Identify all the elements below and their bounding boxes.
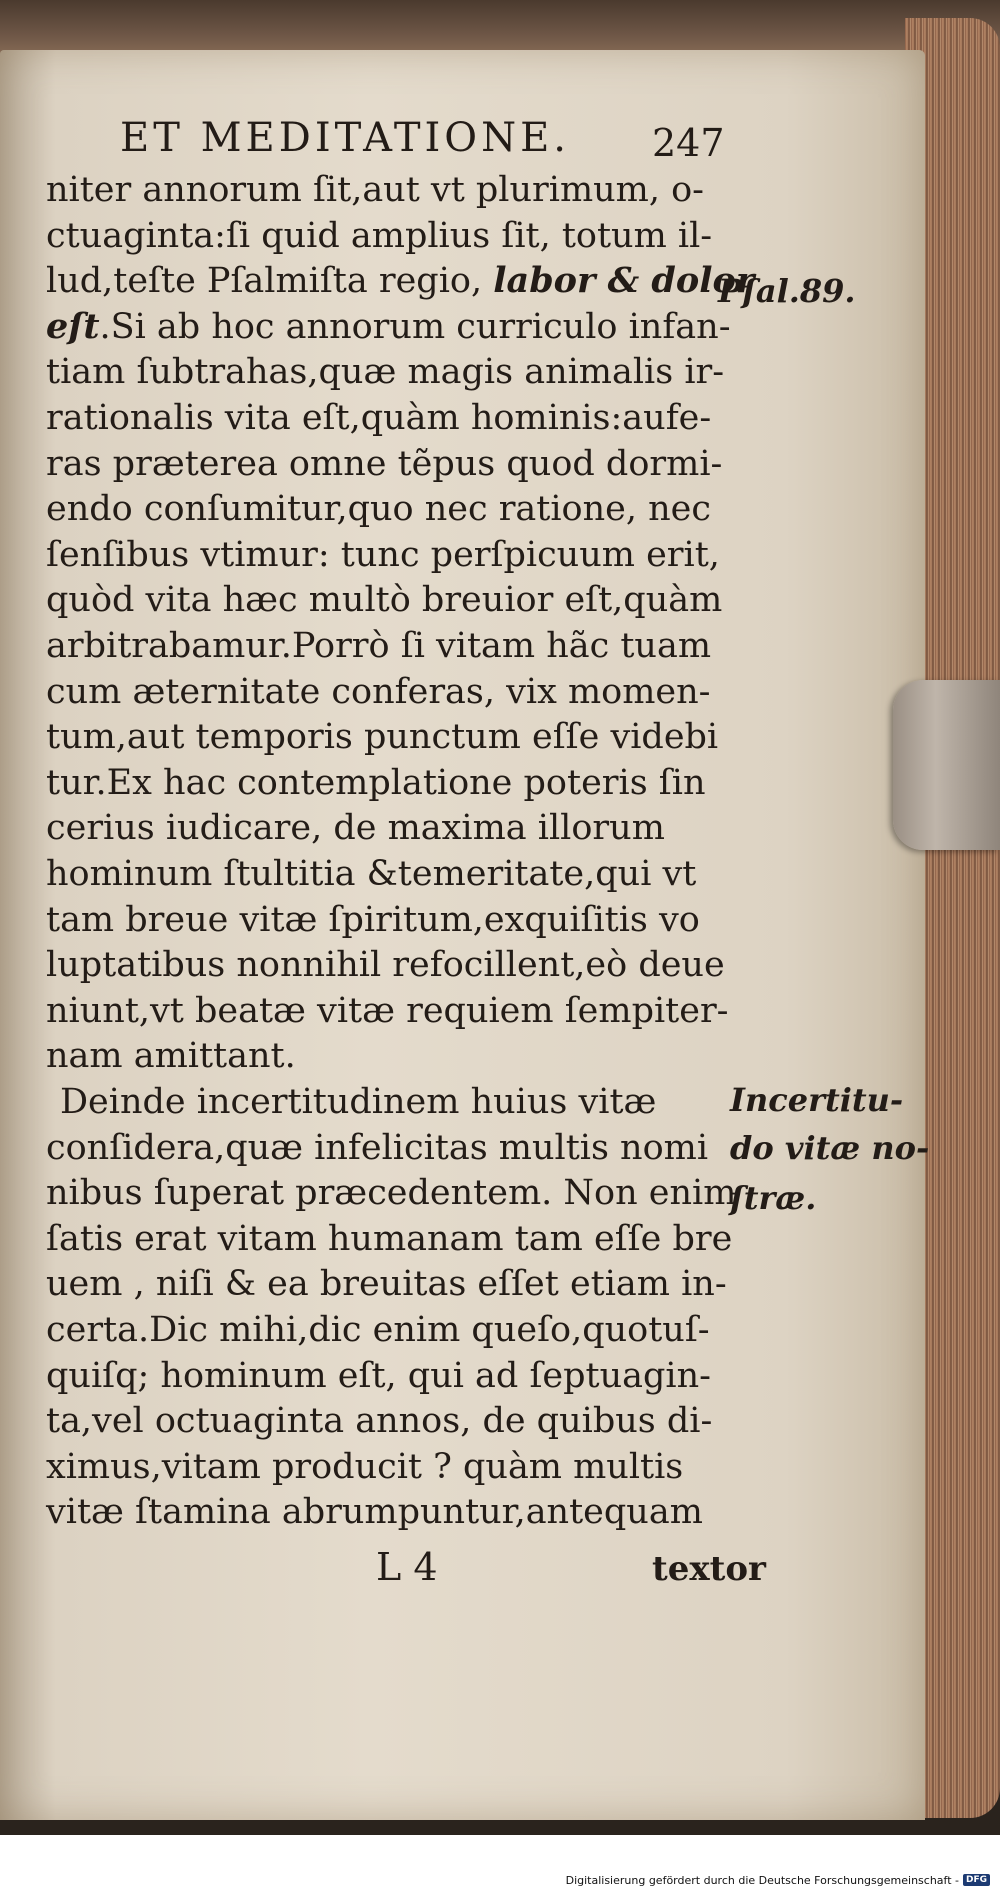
text-line-pre: arbitrabamur.Porrò ſi vitam hãc tuam [46, 626, 712, 666]
text-line-pre: vitæ ſtamina abrumpuntur,antequam [46, 1492, 703, 1532]
text-line-pre: ctuaginta:ſi quid amplius ſit, totum il- [46, 216, 713, 256]
text-line [46, 306, 731, 347]
text-line-pre: luptatibus nonnihil refocillent,eò deue [46, 945, 725, 985]
text-line-pre: hominum ſtultitia &temeritate,qui vt [46, 854, 697, 894]
text-line [46, 1449, 683, 1485]
text-line-pre: cum æternitate conferas, vix momen- [46, 672, 711, 712]
margin-note-incertitudo-1: Incertitu- [730, 1081, 904, 1119]
text-line [46, 354, 724, 390]
page-number: 247 [652, 121, 725, 165]
text-line-pre: uem , niſi & ea breuitas eſſet etiam in- [46, 1264, 727, 1304]
text-line-pre: nibus ſuperat præcedentem. Non enim [46, 1173, 737, 1213]
text-line [46, 1175, 736, 1211]
text-line [46, 674, 711, 710]
text-line [46, 1312, 710, 1348]
text-line [46, 1358, 711, 1394]
text-line-it: labor & dolor [493, 260, 755, 301]
running-head: ET MEDITATIONE. [120, 115, 570, 161]
text-line-pre: rationalis vita eſt,quàm hominis:aufe- [46, 398, 712, 438]
text-line-pre: conſidera,quæ infelicitas multis nomi [46, 1128, 709, 1168]
text-line [46, 947, 725, 983]
text-line-post: .Si ab hoc annorum curriculo infan- [99, 307, 731, 347]
text-line [46, 810, 665, 846]
text-line [46, 765, 705, 801]
text-line-pre: endo conſumitur,quo nec ratione, nec [46, 489, 711, 529]
margin-note-psalm: Pſal.89. [718, 272, 856, 310]
text-line [46, 260, 755, 301]
credit-line [566, 1872, 990, 1888]
margin-note-incertitudo-3: ſtræ. [730, 1179, 817, 1217]
text-line [46, 902, 700, 938]
text-line-pre: Deinde incertitudinem huius vitæ [60, 1082, 657, 1122]
text-line [46, 1130, 708, 1166]
text-line-pre: cerius iudicare, de maxima illorum [46, 808, 665, 848]
text-line [46, 1038, 296, 1074]
text-line-pre: tiam ſubtrahas,quæ magis animalis ir- [46, 352, 725, 392]
text-line-pre: tum,aut temporis punctum eſſe videbi [46, 717, 719, 757]
text-line-pre: certa.Dic mihi,dic enim queſo,quotuſ- [46, 1310, 710, 1350]
text-line-pre: quiſq; hominum eſt, qui ad ſeptuagin- [46, 1356, 711, 1396]
signature-mark: L 4 [376, 1545, 438, 1589]
catchword: textor [652, 1549, 766, 1589]
text-line-pre: lud,teſte Pſalmiſta regio, [46, 261, 494, 301]
text-line [46, 446, 722, 482]
text-line-pre: niunt,vt beatæ vitæ requiem ſempiter- [46, 991, 729, 1031]
text-line-it: eſt [46, 306, 100, 347]
text-line [46, 582, 722, 618]
text-line [46, 856, 696, 892]
text-line [46, 1221, 732, 1257]
text-line-pre: tam breue vitæ ſpiritum,exquiſitis vo [46, 900, 700, 940]
text-line [46, 628, 711, 664]
credit-text: Digitalisierung gefördert durch die Deutsche Forschungsgemeinschaft - [565, 1873, 959, 1887]
text-line [46, 400, 711, 436]
text-line [46, 172, 704, 208]
text-line-pre: ſenſibus vtimur: tunc perſpicuum erit, [46, 535, 720, 575]
dfg-logo: DFG [963, 1874, 990, 1886]
text-line [46, 1403, 712, 1439]
text-line [46, 1494, 703, 1530]
text-line [46, 1266, 727, 1302]
margin-note-incertitudo-2: do vitæ no- [730, 1129, 930, 1167]
text-line-pre: quòd vita hæc multò breuior eſt,quàm [46, 580, 723, 620]
text-line [46, 537, 720, 573]
text-line-pre: niter annorum ſit,aut vt plurimum, o- [46, 170, 705, 210]
text-line [60, 1084, 656, 1120]
text-line-pre: ximus,vitam producit ? quàm multis [46, 1447, 684, 1487]
text-line [46, 719, 718, 755]
text-line [46, 218, 712, 254]
text-line-pre: tur.Ex hac contemplatione poteris ſin [46, 763, 706, 803]
text-line-pre: ras præterea omne tẽpus quod dormi- [46, 444, 723, 484]
text-line-pre: ſatis erat vitam humanam tam eſſe bre [46, 1219, 733, 1259]
text-line [46, 491, 711, 527]
text-line [46, 993, 729, 1029]
text-line-pre: ta,vel octuaginta annos, de quibus di- [46, 1401, 713, 1441]
text-line-pre: nam amittant. [46, 1036, 296, 1076]
